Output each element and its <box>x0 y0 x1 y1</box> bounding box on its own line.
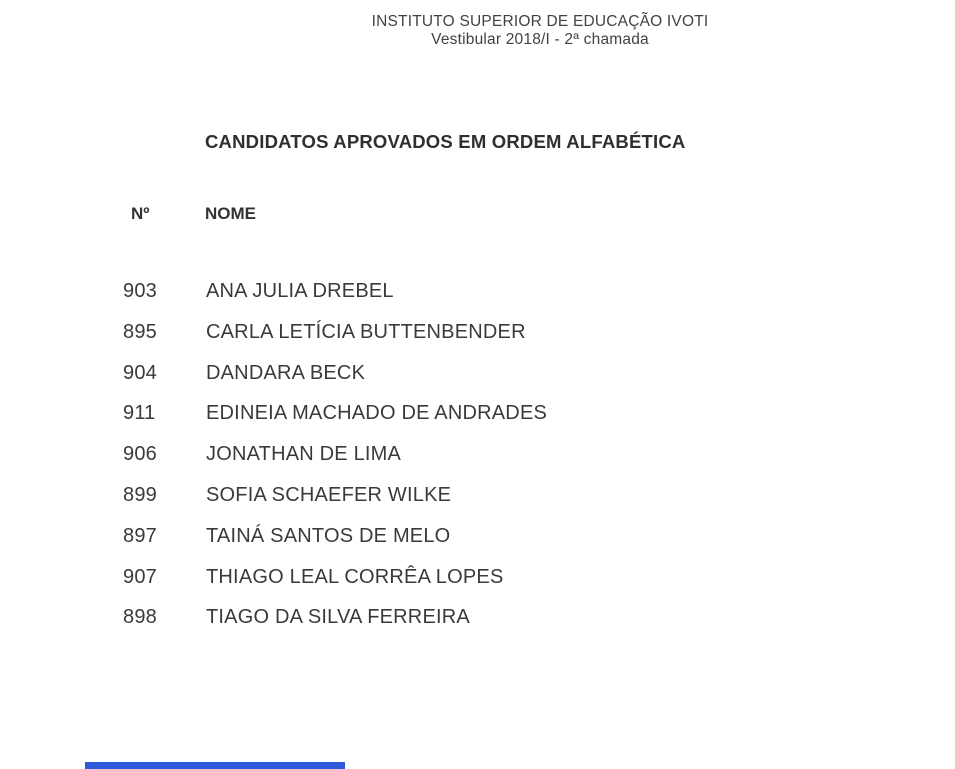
document-header <box>372 13 709 48</box>
candidate-name: JONATHAN DE LIMA <box>206 443 402 466</box>
candidate-name: DANDARA BECK <box>206 361 366 384</box>
candidate-number: 899 <box>123 483 157 506</box>
institution-name: INSTITUTO SUPERIOR DE EDUCAÇÃO IVOTI <box>371 13 709 30</box>
candidate-name: TIAGO DA SILVA FERREIRA <box>206 606 470 629</box>
page-bottom-accent-bar <box>85 762 345 769</box>
table-row <box>0 526 955 567</box>
table-row <box>0 403 955 444</box>
candidate-number: 903 <box>123 280 157 302</box>
candidate-name: THIAGO LEAL CORRÊA LOPES <box>206 565 504 588</box>
candidate-name: TAINÁ SANTOS DE MELO <box>206 524 451 547</box>
candidate-number: 895 <box>123 320 157 343</box>
candidate-name: SOFIA SCHAEFER WILKE <box>206 483 452 506</box>
page-title: CANDIDATOS APROVADOS EM ORDEM ALFABÉTICA <box>205 131 686 152</box>
table-row <box>0 607 955 648</box>
table-row <box>0 322 955 363</box>
candidate-number: 898 <box>123 606 157 629</box>
candidate-number: 907 <box>123 565 157 588</box>
table-row <box>0 363 955 404</box>
column-header-name: NOME <box>205 204 256 223</box>
candidates-list <box>0 281 955 648</box>
candidate-name: EDINEIA MACHADO DE ANDRADES <box>206 402 548 425</box>
table-row <box>0 485 955 526</box>
candidate-name: ANA JULIA DREBEL <box>206 280 394 302</box>
table-row <box>0 281 955 322</box>
candidate-number: 897 <box>123 524 157 547</box>
candidate-number: 906 <box>123 443 157 466</box>
table-row <box>0 444 955 485</box>
table-row <box>0 567 955 608</box>
document-edition: Vestibular 2018/I - 2ª chamada <box>431 30 649 48</box>
candidate-number: 904 <box>123 361 157 384</box>
candidate-number: 911 <box>123 402 156 425</box>
column-header-number: Nº <box>131 204 150 223</box>
candidate-name: CARLA LETÍCIA BUTTENBENDER <box>206 320 526 343</box>
